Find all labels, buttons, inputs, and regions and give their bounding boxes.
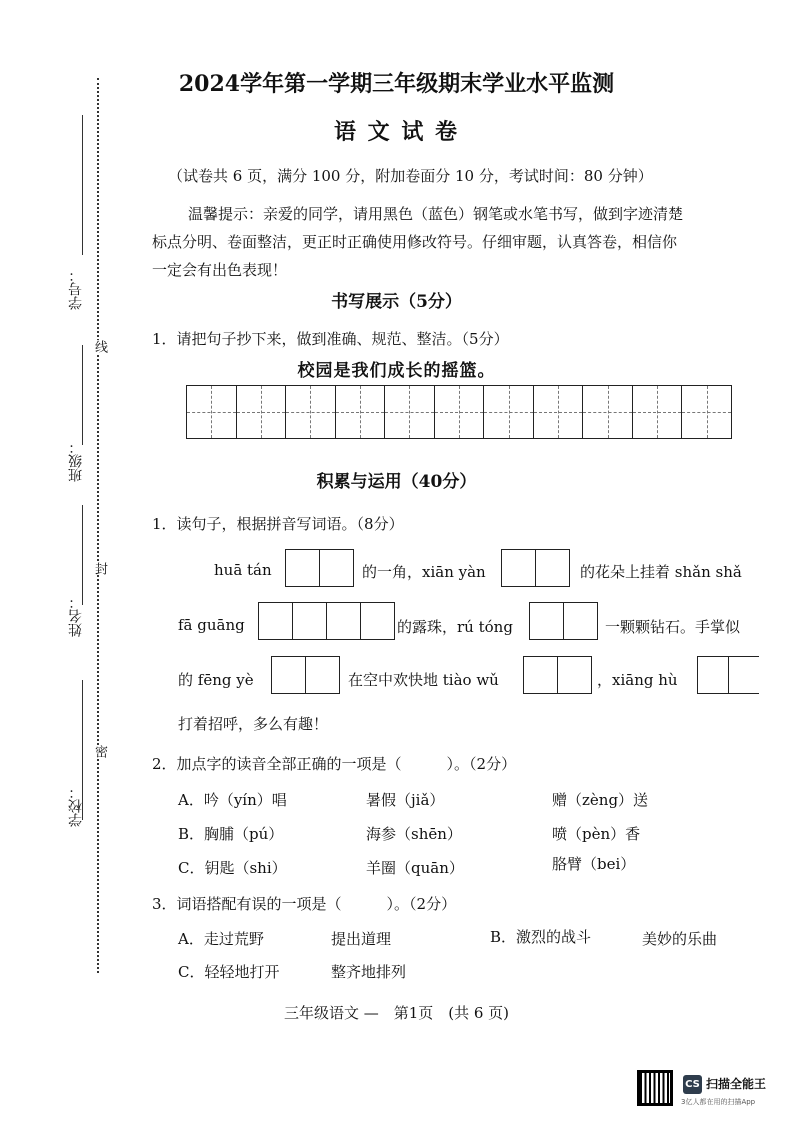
pinyin-question: 1．读句子，根据拼音写词语。（8分） [152, 515, 404, 533]
option-c-3: 胳臂（bei） [552, 855, 636, 873]
answer-box-fengye[interactable] [271, 656, 340, 694]
pinyin-fengye: 的 fēng yè [178, 671, 254, 689]
option-a-3: 赠（zèng）送 [552, 791, 649, 809]
answer-box-xianyan[interactable] [501, 549, 570, 587]
option-a-2: 暑假（jiǎ） [366, 791, 445, 809]
q3-option-b-1: B．激烈的战斗 [490, 928, 592, 946]
q3-option-b-2: 美妙的乐曲 [642, 930, 718, 948]
collocation-question: 3．词语搭配有误的一项是（ ）。（2分） [152, 895, 457, 913]
xuehao-label: 学号： [68, 268, 84, 310]
xuexiao-label: 学校： [68, 785, 84, 827]
option-b-3: 喷（pèn）香 [552, 825, 641, 843]
option-c-2: 羊圈（quān） [366, 859, 464, 877]
binding-dotted-line [97, 78, 99, 973]
tip-line-1: 温馨提示：亲爱的同学，请用黑色（蓝色）钢笔或水笔书写，做到字迹清楚 [188, 205, 684, 223]
writing-question: 1．请把句子抄下来，做到准确、规范、整洁。（5分） [152, 330, 509, 348]
cut-char-mi: 密 [92, 745, 107, 758]
q3-option-a-1: A．走过荒野 [178, 930, 264, 948]
answer-box-shanshuo-faguang[interactable] [258, 602, 395, 640]
answer-box-huatan[interactable] [285, 549, 354, 587]
brand-name: 扫描全能王 [706, 1077, 767, 1091]
cut-char-feng: 封 [92, 562, 107, 575]
exam-title: 2024学年第一学期三年级期末学业水平监测 [178, 71, 615, 97]
q3-option-c-2: 整齐地排列 [331, 963, 407, 981]
option-a-1: A．吟（yín）唱 [178, 791, 287, 809]
option-b-2: 海参（shēn） [366, 825, 462, 843]
brand-tagline: 3亿人都在用的扫描App [681, 1098, 756, 1106]
camscanner-logo-icon: CS [683, 1075, 702, 1094]
pinyin-xianghu: ，xiāng hù [597, 671, 678, 689]
xingming-label: 姓名： [68, 595, 84, 637]
pinyin-faguang: fā guāng [178, 616, 245, 634]
q3-option-a-2: 提出道理 [331, 930, 392, 948]
answer-box-rutong[interactable] [529, 602, 598, 640]
tip-line-3: 一定会有出色表现！ [152, 261, 288, 279]
answer-box-tiaowu[interactable] [523, 656, 592, 694]
text-zuanshi: 一颗颗钻石。手掌似 [605, 618, 741, 636]
exam-info: （试卷共 6 页，满分 100 分，附加卷面分 10 分，考试时间：80 分钟） [168, 167, 653, 185]
subject-title: 语 文 试 卷 [334, 119, 459, 145]
pinyin-xianyan: 的一角，xiān yàn [362, 563, 486, 581]
pronunciation-question: 2．加点字的读音全部正确的一项是（ ）。（2分） [152, 755, 517, 773]
text-line4: 打着招呼，多么有趣！ [178, 715, 329, 733]
pinyin-shanshuo: 的花朵上挂着 shǎn shǎ [580, 563, 742, 581]
section-accumulation-heading: 积累与运用（40分） [316, 472, 477, 492]
copy-sentence: 校园是我们成长的摇篮。 [297, 361, 496, 381]
option-c-1: C．钥匙（shi） [178, 859, 287, 877]
banji-label: 班级： [68, 440, 84, 482]
xingming-line [82, 505, 83, 605]
qr-code-image [637, 1070, 673, 1106]
page-footer: 三年级语文 — 第1页 (共 6 页) [283, 1004, 510, 1022]
q3-option-c-1: C．轻轻地打开 [178, 963, 280, 981]
pinyin-tiaowu: 在空中欢快地 tiào wǔ [348, 671, 499, 689]
answer-box-xianghu[interactable] [697, 656, 759, 694]
section-writing-heading: 书写展示（5分） [331, 292, 462, 312]
tip-line-2: 标点分明、卷面整洁，更正时正确使用修改符号。仔细审题，认真答卷，相信你 [152, 233, 678, 251]
option-b-1: B．胸脯（pú） [178, 825, 284, 843]
pinyin-huatan: huā tán [214, 561, 272, 579]
pinyin-rutong: 的露珠，rú tóng [397, 618, 513, 636]
tianzige-writing-grid[interactable] [186, 385, 732, 439]
cut-char-xian: 线 [92, 340, 107, 353]
